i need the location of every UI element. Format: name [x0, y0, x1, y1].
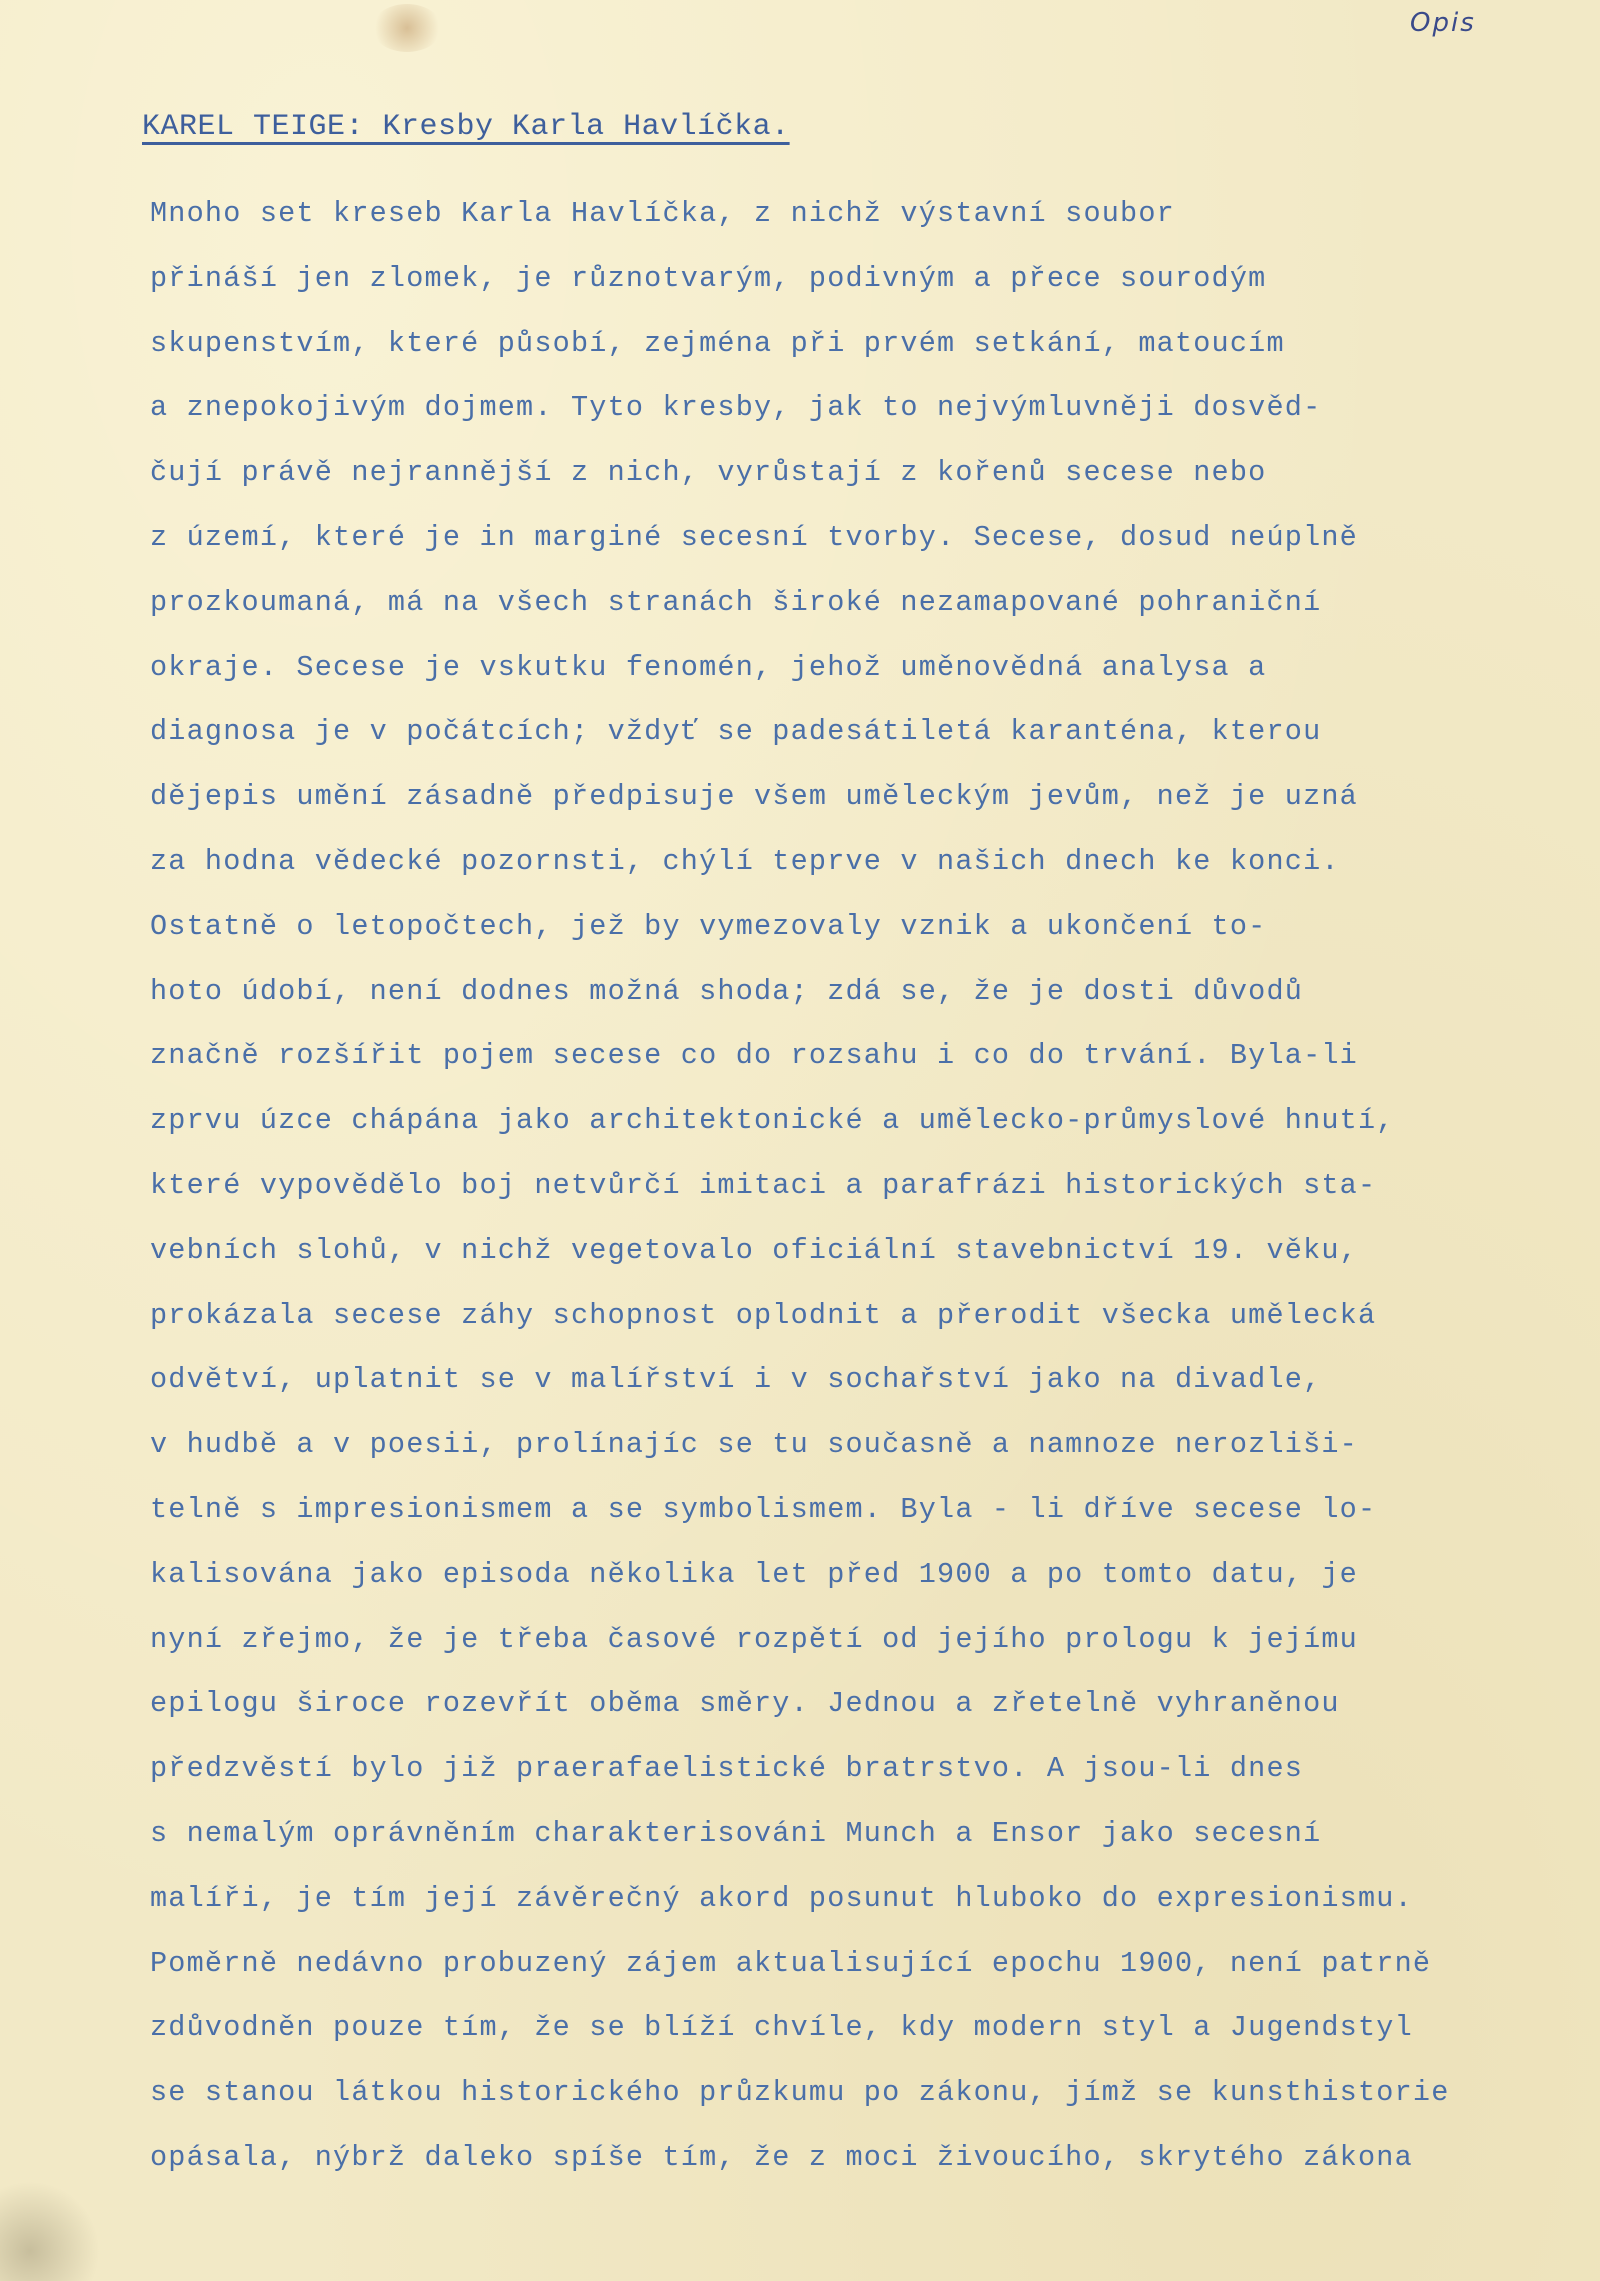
text-line: předzvěstí bylo již praerafaelistické bratrstvo. A jsou-li dnes [150, 1752, 1304, 1786]
text-line: hoto údobí, není dodnes možná shoda; zdá se, že je dosti důvodů [150, 974, 1304, 1008]
text-line: opásala, nýbrž daleko spíše tím, že z moci živoucího, skrytého zákona [150, 2140, 1413, 2174]
text-line: Ostatně o letopočtech, jež by vymezovaly vznik a ukončení to- [150, 909, 1267, 943]
text-line: diagnosa je v počátcích; vždyť se padesátiletá karanténa, kterou [150, 715, 1322, 749]
text-line: s nemalým oprávněním charakterisováni Munch a Ensor jako secesní [150, 1816, 1322, 1850]
text-line: v hudbě a v poesii, prolínajíc se tu současně a namnoze nerozliši- [150, 1428, 1358, 1462]
text-line: kalisována jako episoda několika let před 1900 a po tomto datu, je [150, 1557, 1358, 1591]
text-line: z území, které je in marginé secesní tvorby. Secese, dosud neúplně [150, 520, 1358, 554]
paper-stain [372, 4, 442, 52]
text-line: přináší jen zlomek, je různotvarým, podivným a přece sourodým [150, 261, 1267, 295]
document-title: KAREL TEIGE: Kresby Karla Havlíčka. [142, 110, 790, 144]
text-line: dějepis umění zásadně předpisuje všem uměleckým jevům, než je uzná [150, 780, 1358, 814]
text-line: skupenstvím, které působí, zejména při prvém setkání, matoucím [150, 326, 1285, 360]
text-line: Poměrně nedávno probuzený zájem aktualisující epochu 1900, není patrně [150, 1946, 1432, 1980]
text-line: čují právě nejrannější z nich, vyrůstají z kořenů secese nebo [150, 456, 1267, 490]
text-line: epilogu široce rozevřít oběma směry. Jednou a zřetelně vyhraněnou [150, 1687, 1340, 1721]
text-line: telně s impresionismem a se symbolismem. Byla - li dříve secese lo- [150, 1492, 1377, 1526]
text-line: zprvu úzce chápána jako architektonické a umělecko-průmyslové hnutí, [150, 1104, 1395, 1138]
text-line: za hodna vědecké pozornsti, chýlí teprve v našich dnech ke konci. [150, 844, 1340, 878]
text-line: a znepokojivým dojmem. Tyto kresby, jak to nejvýmluvněji dosvěd- [150, 391, 1322, 425]
text-line: značně rozšířit pojem secese co do rozsahu i co do trvání. Byla-li [150, 1039, 1358, 1073]
text-line: prokázala secese záhy schopnost oplodnit a přerodit všecka umělecká [150, 1298, 1377, 1332]
text-line: se stanou látkou historického průzkumu po zákonu, jímž se kunsthistorie [150, 2076, 1450, 2110]
text-line: odvětví, uplatnit se v malířství i v sochařství jako na divadle, [150, 1363, 1322, 1397]
opis-stamp: Opis [1410, 8, 1476, 38]
document-body [150, 182, 1570, 2191]
text-line: vebních slohů, v nichž vegetovalo oficiální stavebnictví 19. věku, [150, 1233, 1358, 1267]
text-line: okraje. Secese je vskutku fenomén, jehož uměnovědná analysa a [150, 650, 1267, 684]
text-line: které vypovědělo boj netvůrčí imitaci a parafrázi historických sta- [150, 1168, 1377, 1202]
text-line: Mnoho set kreseb Karla Havlíčka, z nichž výstavní soubor [150, 197, 1175, 230]
text-line: nyní zřejmo, že je třeba časové rozpětí od jejího prologu k jejímu [150, 1622, 1358, 1656]
text-line: prozkoumaná, má na všech stranách široké nezamapované pohraniční [150, 585, 1322, 619]
corner-shadow [0, 2181, 100, 2281]
text-line: zdůvodněn pouze tím, že se blíží chvíle, kdy modern styl a Jugendstyl [150, 2011, 1413, 2045]
text-line: malíři, je tím její závěrečný akord posunut hluboko do expresionismu. [150, 1881, 1413, 1915]
